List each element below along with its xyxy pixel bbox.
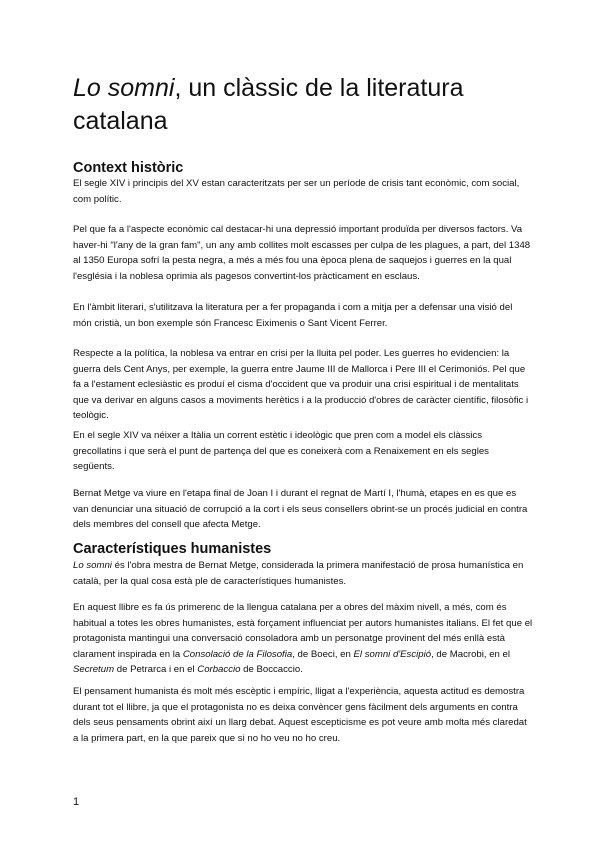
section-heading-humanist: Característiques humanistes bbox=[73, 541, 272, 557]
paragraph-text: En aquest llibre es fa ús primerenc de la llengua catalana per a obres del màxim nivell, a més, com és habitual a totes les obres humanistes, està forçament influenciat per autors humanistes italians. El fet que el protagonista mantingui una conversació consoladora amb un personatge provinent del més enllà està clarament inspirada en la bbox=[73, 602, 533, 660]
paragraph: El pensament humanista és molt més escèptic i empíric, lligat a l'experiència, aquesta actitud es demostra durant tot el llibre, ja que el protagonista no es deixa convèncer gens fàcilment dels arguments en contra dels seus pensaments obrint així un llarg debat. Aquest escepticisme es pot veure amb molta més claredat a la primera part, en la que pareix que si no ho veu no ho creu. bbox=[73, 686, 527, 744]
page-number: 1 bbox=[73, 796, 80, 808]
work-title: El somni d'Escipió bbox=[353, 648, 432, 660]
paragraph bbox=[73, 600, 533, 678]
title-rest: , un clàssic de la literatura catalana bbox=[73, 74, 464, 135]
paragraph-text: , de Boeci, en bbox=[292, 648, 354, 660]
paragraph bbox=[73, 558, 533, 589]
paragraph: Respecte a la política, la noblesa va entrar en crisi per la lluita pel poder. Les guerres ho evidencien: la guerra dels Cent Anys, per exemple, la guerra entre Jaume III de Mallorca i Pere III el Cerimoniós. Pel que fa a l'estament eclesiàstic es produí el cisma d'occident que va produir una crisi espiritual i de mentalitats que va derivar en alguns casos a moviments herètics i a la producció d'obres de caràcter científic, filosòfic i teològic. bbox=[73, 348, 529, 421]
paragraph: Pel que fa a l'aspecte econòmic cal destacar-hi una depressió important produïda per diversos factors. Va haver-hi "l'any de la gran fam", un any amb collites molt escasses per culpa de les plagues, a part, del 1348 al 1350 Europa sofrí la pesta negra, a més a més fou una època plena de saquejos i guerres en la qual l'església i la noblesa oprimia als pagesos convertint-los pràcticament en esclaus. bbox=[73, 224, 531, 282]
paragraph-text: de Petrarca i en el bbox=[114, 664, 198, 675]
paragraph-text: , de Macrobi, en el bbox=[431, 648, 511, 660]
work-title: Secretum bbox=[73, 664, 115, 675]
title-italic: Lo somni bbox=[73, 74, 175, 102]
work-title: Consolació de la Filosofia bbox=[182, 648, 293, 660]
page-title bbox=[73, 72, 543, 138]
paragraph: El segle XIV i principis del XV estan caracteritzats per ser un període de crisis tant econòmic, com social, com polític. bbox=[73, 178, 520, 205]
paragraph: En l'àmbit literari, s'utilitzava la literatura per a fer propaganda i com a mitja per a defensar una visió del món cristià, un bon exemple són Francesc Eiximenis o Sant Vicent Ferrer. bbox=[73, 302, 513, 329]
section-heading-context: Context històric bbox=[73, 160, 184, 176]
work-title: Lo somni bbox=[73, 560, 112, 571]
paragraph-text: és l'obra mestra de Bernat Metge, considerada la primera manifestació de prosa humanística en català, per la qual cosa està ple de característiques humanistes. bbox=[73, 560, 524, 587]
paragraph-text: de Boccaccio. bbox=[240, 664, 303, 675]
work-title: Corbaccio bbox=[197, 664, 241, 675]
paragraph: En el segle XIV va néixer a Itàlia un corrent estètic i ideològic que pren com a model els clàssics grecollatins i que serà el punt de partença del que es coneixerà com a Renaixement en els segles següents. bbox=[73, 430, 489, 472]
paragraph: Bernat Metge va viure en l'etapa final de Joan I i durant el regnat de Martí I, l'humà, etapes en es que es van denunciar una situació de corrupció a la cort i els seus consellers obrint-se un procés judicial en contra dels membres del consell que afecta Metge. bbox=[73, 488, 528, 530]
